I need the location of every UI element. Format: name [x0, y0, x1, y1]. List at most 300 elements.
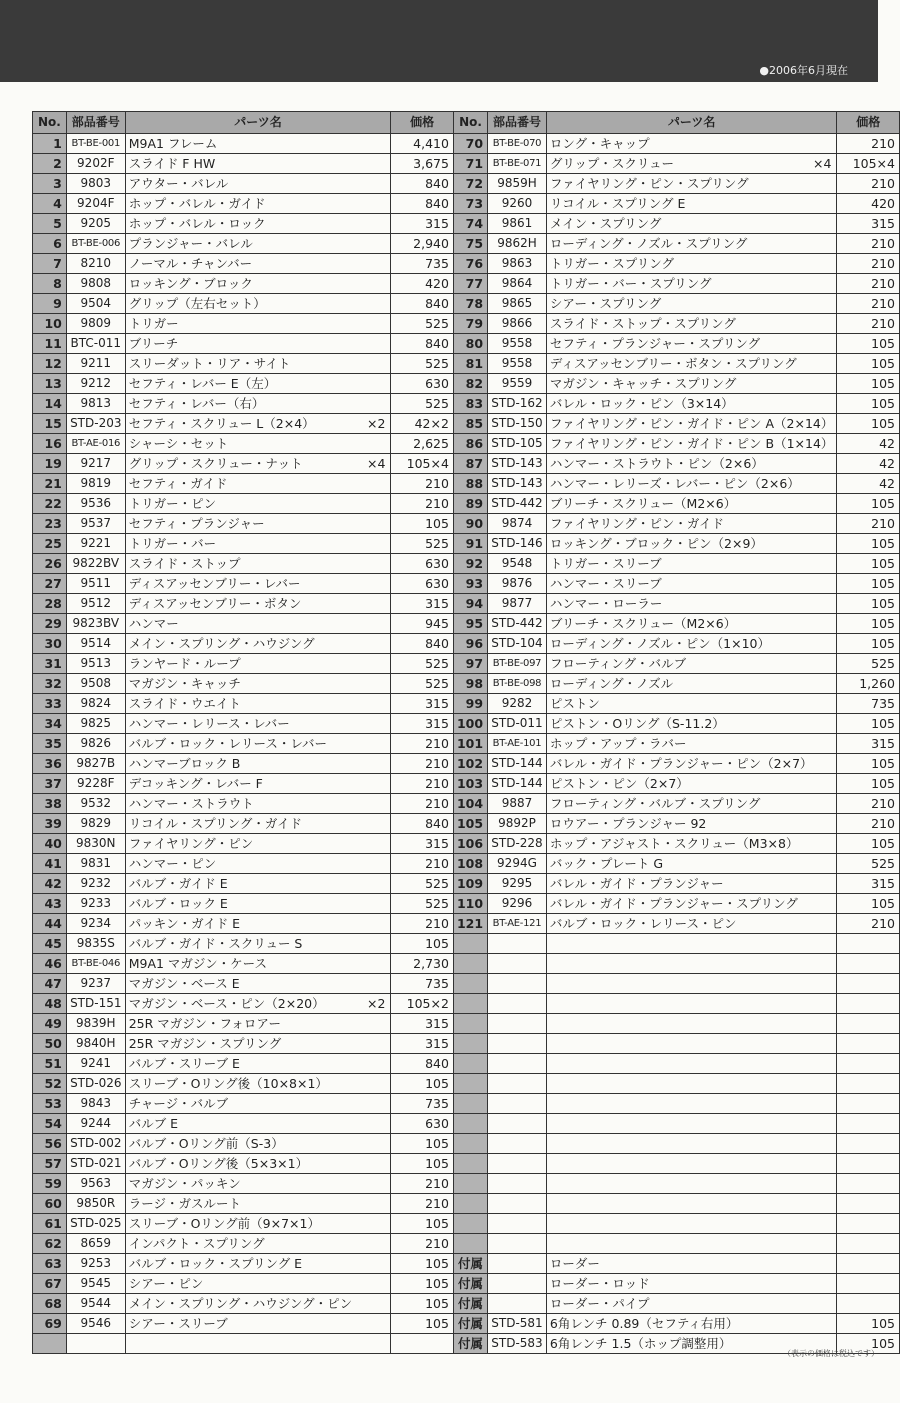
part-code: 9865	[488, 294, 547, 314]
part-no: 89	[453, 494, 487, 514]
part-name-cell	[546, 874, 837, 894]
part-name-cell	[546, 154, 837, 174]
part-code: BT-AE-016	[66, 434, 125, 454]
part-no: 5	[33, 214, 67, 234]
part-name-cell	[125, 1034, 391, 1054]
part-price: 105	[391, 1294, 454, 1314]
part-code	[488, 1014, 547, 1034]
part-no: 21	[33, 474, 67, 494]
part-code: 9859H	[488, 174, 547, 194]
table-row	[33, 414, 900, 434]
part-name: ノーマル・チャンバー	[128, 256, 253, 271]
part-name: グリップ・スクリュー・ナット	[128, 456, 303, 471]
part-name: ハンマー・ローラー	[549, 596, 663, 611]
header-price-right: 価格	[837, 112, 900, 134]
part-price: 525	[391, 894, 454, 914]
part-price: 210	[837, 274, 900, 294]
part-code: STD-143	[488, 454, 547, 474]
part-code	[488, 1174, 547, 1194]
part-price: 630	[391, 1114, 454, 1134]
part-price: 210	[837, 174, 900, 194]
part-name-cell	[546, 774, 837, 794]
part-name-cell	[546, 934, 837, 954]
part-name: シアー・ピン	[128, 1276, 204, 1291]
part-name-cell	[546, 454, 837, 474]
part-no: 73	[453, 194, 487, 214]
header-bar	[0, 0, 878, 82]
part-price: 840	[391, 174, 454, 194]
part-price: 1,260	[837, 674, 900, 694]
part-no: 14	[33, 394, 67, 414]
part-price: 210	[837, 294, 900, 314]
part-name-cell	[125, 594, 391, 614]
part-name-cell	[546, 394, 837, 414]
part-name-cell	[125, 914, 391, 934]
part-price	[391, 1334, 454, 1354]
table-row	[33, 1014, 900, 1034]
part-price: 2,940	[391, 234, 454, 254]
part-name: フローティング・バルブ・スプリング	[549, 796, 761, 811]
table-row	[33, 354, 900, 374]
part-name: ロング・キャップ	[549, 136, 650, 151]
part-price: 735	[391, 1094, 454, 1114]
part-code: BT-BE-070	[488, 134, 547, 154]
part-no	[453, 954, 487, 974]
part-name-cell	[125, 934, 391, 954]
table-row	[33, 214, 900, 234]
date-stamp: ●2006年6月現在	[759, 64, 848, 77]
part-price: 105	[837, 1334, 900, 1354]
part-name: バレル・ロック・ピン（3×14）	[549, 396, 734, 411]
table-row	[33, 334, 900, 354]
part-no	[453, 1094, 487, 1114]
part-name: チャージ・バルブ	[128, 1096, 229, 1111]
part-name: バルブ・Oリング前（S-3）	[128, 1136, 284, 1151]
part-price: 105	[837, 334, 900, 354]
part-no: 41	[33, 854, 67, 874]
part-code: BT-BE-071	[488, 154, 547, 174]
part-code: STD-146	[488, 534, 547, 554]
part-name: トリガー	[128, 316, 179, 331]
part-code: STD-021	[66, 1154, 125, 1174]
part-price: 210	[391, 914, 454, 934]
part-code: 9504	[66, 294, 125, 314]
table-row	[33, 534, 900, 554]
part-name: マガジン・ベース・ピン（2×20）	[128, 996, 325, 1011]
header-no-right: No.	[453, 112, 487, 134]
table-row	[33, 1214, 900, 1234]
part-price	[837, 1214, 900, 1234]
part-name: バルブ・ガイド E	[128, 876, 228, 891]
part-name: リコイル・スプリング E	[549, 196, 686, 211]
part-name: リコイル・スプリング・ガイド	[128, 816, 302, 831]
part-name-cell	[125, 1014, 391, 1034]
part-code	[488, 1214, 547, 1234]
part-name-cell	[546, 1154, 837, 1174]
part-price: 210	[837, 914, 900, 934]
part-name-cell	[546, 1114, 837, 1134]
part-code: STD-150	[488, 414, 547, 434]
part-name: ホップ・アップ・ラバー	[549, 736, 687, 751]
part-no: 92	[453, 554, 487, 574]
part-price: 105	[837, 554, 900, 574]
part-no: 38	[33, 794, 67, 814]
part-name: スリーブ・Oリング後（10×8×1）	[128, 1076, 328, 1091]
part-price	[837, 1194, 900, 1214]
part-price	[837, 934, 900, 954]
part-name-cell	[125, 994, 391, 1014]
part-name-cell	[125, 1254, 391, 1274]
part-name: バルブ・ロック・スプリング E	[128, 1256, 303, 1271]
part-price: 105×4	[837, 154, 900, 174]
part-no: 85	[453, 414, 487, 434]
part-price: 105	[837, 494, 900, 514]
part-name: ディスアッセンブリー・ボタン	[128, 596, 302, 611]
part-code: 9892P	[488, 814, 547, 834]
part-name: M9A1 マガジン・ケース	[128, 956, 267, 971]
part-name: セフティ・ガイド	[128, 476, 228, 491]
part-price: 315	[391, 714, 454, 734]
part-name: ピストン	[549, 696, 600, 711]
part-no: 121	[453, 914, 487, 934]
part-code	[66, 1334, 125, 1354]
part-name-cell	[125, 1194, 391, 1214]
table-row	[33, 154, 900, 174]
part-code: 9234	[66, 914, 125, 934]
part-code: BT-BE-097	[488, 654, 547, 674]
part-no: 72	[453, 174, 487, 194]
part-price: 840	[391, 814, 454, 834]
part-name: バルブ・ロック E	[128, 896, 228, 911]
part-name: バレル・ガイド・プランジャー・スプリング	[549, 896, 798, 911]
part-price: 42×2	[391, 414, 454, 434]
part-price: 4,410	[391, 134, 454, 154]
part-price: 105	[391, 1274, 454, 1294]
part-name-cell	[546, 374, 837, 394]
part-price: 210	[391, 794, 454, 814]
part-code	[488, 1114, 547, 1134]
part-name-cell	[125, 1134, 391, 1154]
part-name-cell	[125, 974, 391, 994]
part-price: 525	[391, 654, 454, 674]
part-price	[837, 1134, 900, 1154]
part-name: セフティ・スクリュー L（2×4）	[128, 416, 315, 431]
part-price: 525	[837, 654, 900, 674]
part-code: BT-BE-046	[66, 954, 125, 974]
part-name-cell	[546, 694, 837, 714]
part-no: 87	[453, 454, 487, 474]
part-name: トリガー・ピン	[128, 496, 217, 511]
part-name: ブリーチ・スクリュー（M2×6）	[549, 496, 737, 511]
part-price: 2,625	[391, 434, 454, 454]
part-name-cell	[546, 194, 837, 214]
part-name: セフティ・プランジャー	[128, 516, 265, 531]
part-name: ハンマー・レリース・レバー	[128, 716, 290, 731]
table-row	[33, 1034, 900, 1054]
part-no: 96	[453, 634, 487, 654]
part-name-cell	[546, 1254, 837, 1274]
part-name: バルブ・ロック・レリース・レバー	[128, 736, 327, 751]
part-name-cell	[125, 694, 391, 714]
table-row	[33, 854, 900, 874]
part-price: 315	[837, 734, 900, 754]
table-row	[33, 394, 900, 414]
part-name: バルブ E	[128, 1116, 179, 1131]
part-no: 74	[453, 214, 487, 234]
part-name-cell	[546, 1194, 837, 1214]
part-no: 6	[33, 234, 67, 254]
part-price: 210	[837, 254, 900, 274]
part-name-cell	[546, 434, 837, 454]
part-code: 9546	[66, 1314, 125, 1334]
part-name-cell	[125, 574, 391, 594]
part-name: ホップ・アジャスト・スクリュー（M3×8）	[549, 836, 799, 851]
table-row	[33, 654, 900, 674]
part-name-cell	[546, 1134, 837, 1154]
part-name: バルブ・Oリング後（5×3×1）	[128, 1156, 309, 1171]
part-no	[453, 1014, 487, 1034]
part-name: バルブ・ガイド・スクリュー S	[128, 936, 303, 951]
part-code: STD-228	[488, 834, 547, 854]
part-code: 9211	[66, 354, 125, 374]
part-code: STD-002	[66, 1134, 125, 1154]
part-code: STD-581	[488, 1314, 547, 1334]
part-code: STD-583	[488, 1334, 547, 1354]
part-price: 735	[391, 974, 454, 994]
part-code: 9508	[66, 674, 125, 694]
part-price: 105	[391, 514, 454, 534]
part-name-cell	[546, 1014, 837, 1034]
part-code: STD-442	[488, 614, 547, 634]
part-price: 210	[837, 794, 900, 814]
part-no	[453, 1214, 487, 1234]
part-name: ローディング・ノズル・スプリング	[549, 236, 748, 251]
table-row	[33, 634, 900, 654]
part-name: ローダー・パイプ	[549, 1296, 650, 1311]
part-price: 210	[837, 514, 900, 534]
part-code: 9217	[66, 454, 125, 474]
part-price: 2,730	[391, 954, 454, 974]
part-no: 28	[33, 594, 67, 614]
part-name-cell	[546, 1174, 837, 1194]
part-no: 36	[33, 754, 67, 774]
part-price	[837, 974, 900, 994]
part-name-cell	[125, 834, 391, 854]
part-code	[488, 1054, 547, 1074]
part-no	[453, 934, 487, 954]
part-name-cell	[546, 754, 837, 774]
part-price: 105	[391, 1214, 454, 1234]
part-code	[488, 1094, 547, 1114]
part-name-cell	[125, 374, 391, 394]
part-code: 9876	[488, 574, 547, 594]
part-name: マガジン・パッキン	[128, 1176, 241, 1191]
part-name-cell	[546, 1074, 837, 1094]
part-name-cell	[546, 634, 837, 654]
part-code: STD-144	[488, 774, 547, 794]
part-name-cell	[125, 294, 391, 314]
part-name-cell	[546, 1314, 837, 1334]
part-price: 630	[391, 554, 454, 574]
part-no: 付属	[453, 1334, 487, 1354]
part-name: シャーシ・セット	[128, 436, 229, 451]
part-name: M9A1 フレーム	[128, 136, 218, 151]
part-name: 25R マガジン・フォロアー	[128, 1016, 281, 1031]
part-name: グリップ・スクリュー	[549, 156, 675, 171]
part-name: セフティ・プランジャー・スプリング	[549, 336, 761, 351]
part-name: ローダー	[549, 1256, 600, 1271]
part-no: 39	[33, 814, 67, 834]
part-name-cell	[546, 274, 837, 294]
part-name: スライド・ストップ・スプリング	[549, 316, 736, 331]
part-price	[837, 994, 900, 1014]
part-price: 525	[391, 874, 454, 894]
part-no: 33	[33, 694, 67, 714]
part-price	[837, 1254, 900, 1274]
table-row	[33, 1054, 900, 1074]
part-name-cell	[125, 494, 391, 514]
part-name-cell	[546, 414, 837, 434]
part-name-cell	[546, 294, 837, 314]
part-price: 630	[391, 574, 454, 594]
part-price: 105×2	[391, 994, 454, 1014]
part-price: 630	[391, 374, 454, 394]
part-price: 315	[837, 214, 900, 234]
part-no: 25	[33, 534, 67, 554]
table-row	[33, 1134, 900, 1154]
part-no: 47	[33, 974, 67, 994]
part-name: バレル・ガイド・プランジャー・ピン（2×7）	[549, 756, 813, 771]
part-name-cell	[546, 494, 837, 514]
part-price	[837, 1094, 900, 1114]
part-name-cell	[125, 1154, 391, 1174]
part-code: 9558	[488, 334, 547, 354]
part-qty: ×2	[366, 416, 386, 431]
part-name-cell	[125, 314, 391, 334]
part-no: 71	[453, 154, 487, 174]
part-code	[488, 1194, 547, 1214]
part-name-cell	[546, 554, 837, 574]
part-price: 105	[837, 634, 900, 654]
table-row	[33, 234, 900, 254]
part-name-cell	[546, 134, 837, 154]
table-row	[33, 474, 900, 494]
part-no: 76	[453, 254, 487, 274]
part-no: 98	[453, 674, 487, 694]
part-no	[453, 1054, 487, 1074]
part-no: 49	[33, 1014, 67, 1034]
part-price: 315	[391, 1034, 454, 1054]
part-no: 31	[33, 654, 67, 674]
part-name: ブリーチ・スクリュー（M2×6）	[549, 616, 737, 631]
part-code: 9532	[66, 794, 125, 814]
part-no: 79	[453, 314, 487, 334]
part-no: 67	[33, 1274, 67, 1294]
part-no: 8	[33, 274, 67, 294]
part-no: 90	[453, 514, 487, 534]
part-name-cell	[546, 914, 837, 934]
part-no: 105	[453, 814, 487, 834]
part-name: ラージ・ガスルート	[128, 1196, 241, 1211]
part-code: 9877	[488, 594, 547, 614]
table-row	[33, 1074, 900, 1094]
part-name-cell	[546, 1054, 837, 1074]
part-price: 210	[391, 1174, 454, 1194]
part-name-cell	[546, 814, 837, 834]
table-body	[33, 134, 900, 1354]
part-no: 93	[453, 574, 487, 594]
part-no	[453, 1194, 487, 1214]
part-name-cell	[546, 314, 837, 334]
part-code: 9212	[66, 374, 125, 394]
table-row	[33, 514, 900, 534]
part-no: 27	[33, 574, 67, 594]
part-name: スライド・ウエイト	[128, 696, 241, 711]
part-name-cell	[125, 454, 391, 474]
part-name-cell	[125, 334, 391, 354]
part-price: 210	[391, 1234, 454, 1254]
part-price	[837, 1274, 900, 1294]
part-name-cell	[125, 354, 391, 374]
part-code: 9296	[488, 894, 547, 914]
part-code: BTC-011	[66, 334, 125, 354]
table-row	[33, 554, 900, 574]
part-code: 9233	[66, 894, 125, 914]
table-row	[33, 434, 900, 454]
table-row	[33, 774, 900, 794]
part-code: 9244	[66, 1114, 125, 1134]
header-code-right: 部品番号	[488, 112, 547, 134]
table-row	[33, 1334, 900, 1354]
part-no: 7	[33, 254, 67, 274]
part-no	[453, 994, 487, 1014]
part-price: 105	[391, 934, 454, 954]
part-name-cell	[546, 474, 837, 494]
part-code: 9829	[66, 814, 125, 834]
part-code: 9295	[488, 874, 547, 894]
part-no	[453, 1114, 487, 1134]
part-name: パッキン・ガイド E	[128, 916, 241, 931]
part-name: 6角レンチ 0.89（セフティ右用）	[549, 1316, 739, 1331]
part-code: 9536	[66, 494, 125, 514]
part-code: STD-203	[66, 414, 125, 434]
part-name: ハンマー・スリーブ	[549, 576, 662, 591]
part-name: スリーブ・Oリング前（9×7×1）	[128, 1216, 320, 1231]
part-name: シアー・スプリング	[549, 296, 662, 311]
part-code: 9866	[488, 314, 547, 334]
part-no: 100	[453, 714, 487, 734]
part-no: 19	[33, 454, 67, 474]
part-price: 525	[391, 314, 454, 334]
part-no: 付属	[453, 1314, 487, 1334]
part-price: 42	[837, 454, 900, 474]
part-name: ファイヤリング・ピン・スプリング	[549, 176, 749, 191]
part-name: ピストン・Oリング（S-11.2）	[549, 716, 725, 731]
part-code: STD-026	[66, 1074, 125, 1094]
part-name-cell	[125, 194, 391, 214]
part-name: バルブ・ロック・レリース・ピン	[549, 916, 737, 931]
part-no: 75	[453, 234, 487, 254]
part-no	[453, 1174, 487, 1194]
part-no: 103	[453, 774, 487, 794]
part-code: 9512	[66, 594, 125, 614]
part-code: 8659	[66, 1234, 125, 1254]
part-no: 104	[453, 794, 487, 814]
part-code	[488, 1134, 547, 1154]
part-code: 9545	[66, 1274, 125, 1294]
header-name-right: パーツ名	[546, 112, 837, 134]
part-price: 105	[391, 1314, 454, 1334]
